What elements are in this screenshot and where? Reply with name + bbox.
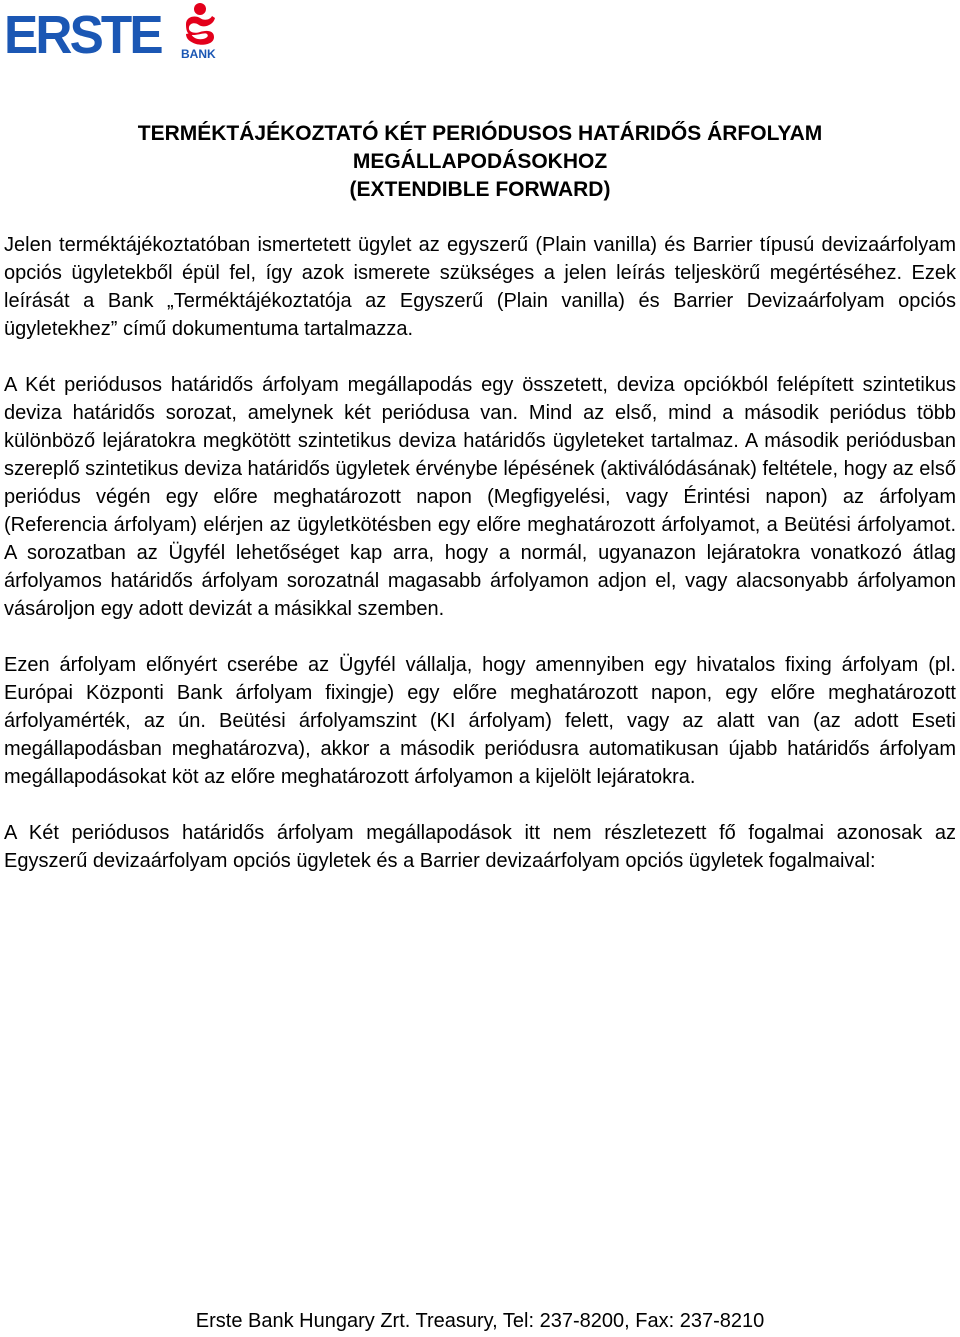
logo-wordmark: ERSTE bbox=[4, 5, 161, 65]
erste-bank-logo bbox=[4, 2, 218, 64]
title-line-3: (EXTENDIBLE FORWARD) bbox=[349, 178, 611, 201]
paragraph-definitions: A Két periódusos határidős árfolyam megállapodások itt nem részletezett fő fogalmai azonosak az Egyszerű devizaárfolyam opciós ügyletek és a Barrier devizaárfolyam opciós ügyletek fogalmaival: bbox=[4, 822, 956, 872]
document-body bbox=[4, 231, 956, 903]
title-line-2: MEGÁLLAPODÁSOKHOZ bbox=[352, 150, 608, 173]
paragraph-description: A Két periódusos határidős árfolyam megállapodás egy összetett, deviza opciókból felépített szintetikus deviza határidős sorozat, amelynek két periódusa van. Mind az első, mind a második periódus több különböző lejáratokra megkötött szintetikus deviza határidős ügyleteket tartalmaz. A második periódusban szereplő szintetikus deviza határidős ügyletek érvénybe lépésének (aktiválódásának) feltétele, hogy az első periódus végén egy előre meghatározott napon (Megfigyelési, vagy Érintési napon) az árfolyam (Referencia árfolyam) elérjen az ügyletkötésben egy előre meghatározott árfolyamot, a Beütési árfolyamot. A sorozatban az Ügyfél lehetőséget kap arra, hogy a normál, ugyanazon lejáratokra vonatkozó átlag árfolyamos határidős árfolyam sorozatnál magasabb árfolyamon adjon el, vagy alacsonyabb árfolyamon vásároljon egy adott devizát a másikkal szemben. bbox=[4, 374, 956, 620]
paragraph-intro: Jelen terméktájékoztatóban ismertetett ügylet az egyszerű (Plain vanilla) és Barrier típusú devizaárfolyam opciós ügyletekből épül fel, így azok ismerete szükséges a jelen leírás teljeskörű megértéséhez. Ezek leírását a Bank „Terméktájékoztatója az Egyszerű (Plain vanilla) és Barrier Devizaárfolyam opciós ügyletekhez” című dokumentuma tartalmazza. bbox=[4, 234, 956, 340]
erste-s-logo-icon bbox=[182, 2, 218, 46]
page-footer: Erste Bank Hungary Zrt. Treasury, Tel: 237-8200, Fax: 237-8210 bbox=[195, 1310, 765, 1332]
document-title bbox=[0, 120, 960, 204]
paragraph-obligation: Ezen árfolyam előnyért cserébe az Ügyfél vállalja, hogy amennyiben egy hivatalos fixing árfolyam (pl. Európai Központi Bank árfolyam fixingje) egy előre meghatározott napon, egy előre meghatározott árfolyamérték, az ún. Beütési árfolyamszint (KI árfolyam) felett, vagy az alatt van (az adott Eseti megállapodásban meghatározva), akkor a második periódusra automatikusan újabb határidős árfolyam megállapodásokat köt az előre meghatározott árfolyamon a kijelölt lejáratokra. bbox=[4, 654, 956, 788]
title-line-1: TERMÉKTÁJÉKOZTATÓ KÉT PERIÓDUSOS HATÁRIDŐS ÁRFOLYAM bbox=[137, 122, 823, 145]
logo-subtext: BANK bbox=[181, 47, 216, 61]
